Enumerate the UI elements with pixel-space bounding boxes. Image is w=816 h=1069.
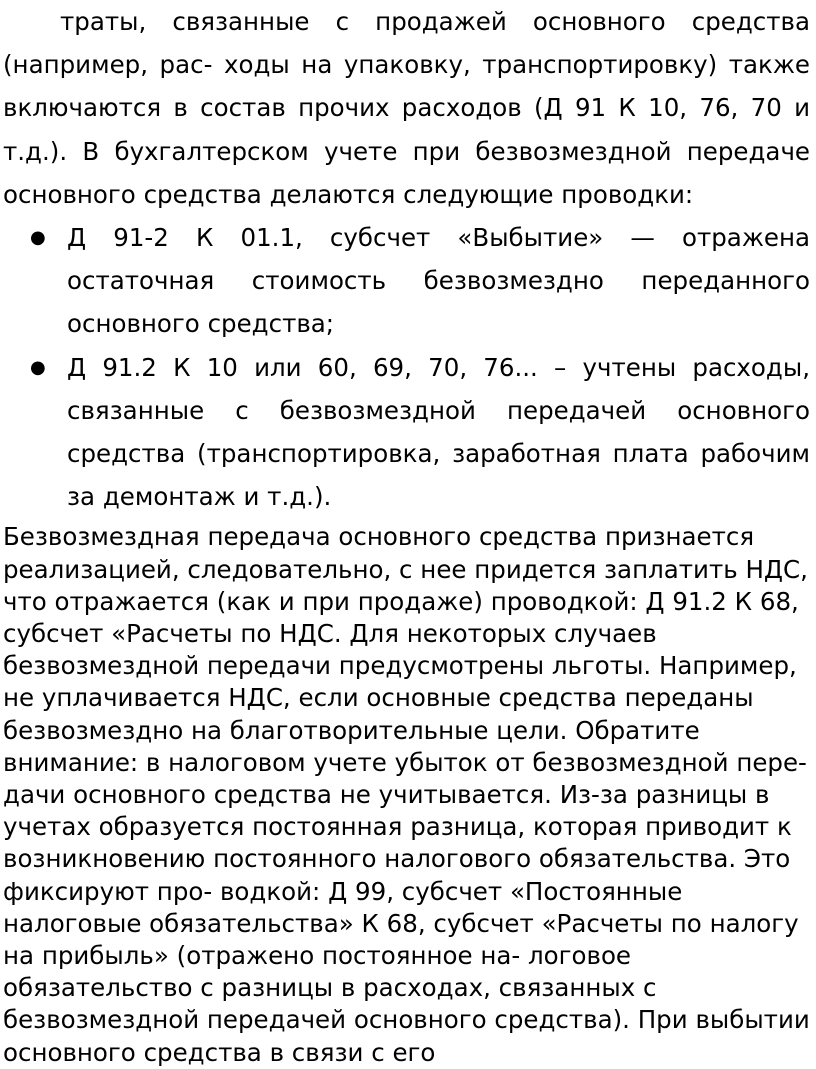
paragraph-vat: Безвозмездная передача основного средства признается реализацией, следовательно, с нее придется заплатить НДС, что отражается (как и при продаже) проводкой: Д 91.2 К 68, субсчет «Расчеты по НДС. Для некоторых случаев безвозмездной передачи предусмотрены льготы. Например, не уплачивается НДС, если основные средства переданы безвозмездно на благотворительные цели. Обратите внимание: в налоговом учете убыток от безвозмездной пере- дачи основного средства не учитывается. Из-за разницы в учетах образуется постоянная разница, которая приводит к возникновению постоянного налогового обязательства. Это фиксируют про- водкой: Д 99, субсчет «Постоянные налоговые обязательства» К 68, субсчет «Расчеты по налогу на прибыль» (отражено постоянное на- логовое обязательство с разницы в расходах, связанных с безвозмездной передачей основного средства). При выбытии основного средства в связи с его bbox=[3, 522, 810, 1067]
paragraph-intro: траты, связанные с продажей основного средства (например, рас- ходы на упаковку, транспортировку) также включаются в состав прочих расходов (Д 91 К 10, 76, 70 и т.д.). В бухгалтерском учете при безвозмездной передаче основного средства делаются следующие проводки: bbox=[3, 7, 810, 209]
bullet-icon: ● bbox=[30, 356, 46, 378]
bullet-icon: ● bbox=[30, 227, 46, 249]
posting-list bbox=[0, 216, 816, 518]
list-item bbox=[0, 216, 816, 346]
list-item-text: Д 91-2 К 01.1, субсчет «Выбытие» — отражена остаточная стоимость безвозмездно переданного основного средства; bbox=[67, 223, 810, 339]
list-item-text: Д 91.2 К 10 или 60, 69, 70, 76... – учтены расходы, связанные с безвозмездной передачей основного средства (транспортировка, заработная плата рабочим за демонтаж и т.д.). bbox=[67, 352, 810, 512]
list-item bbox=[0, 346, 816, 519]
